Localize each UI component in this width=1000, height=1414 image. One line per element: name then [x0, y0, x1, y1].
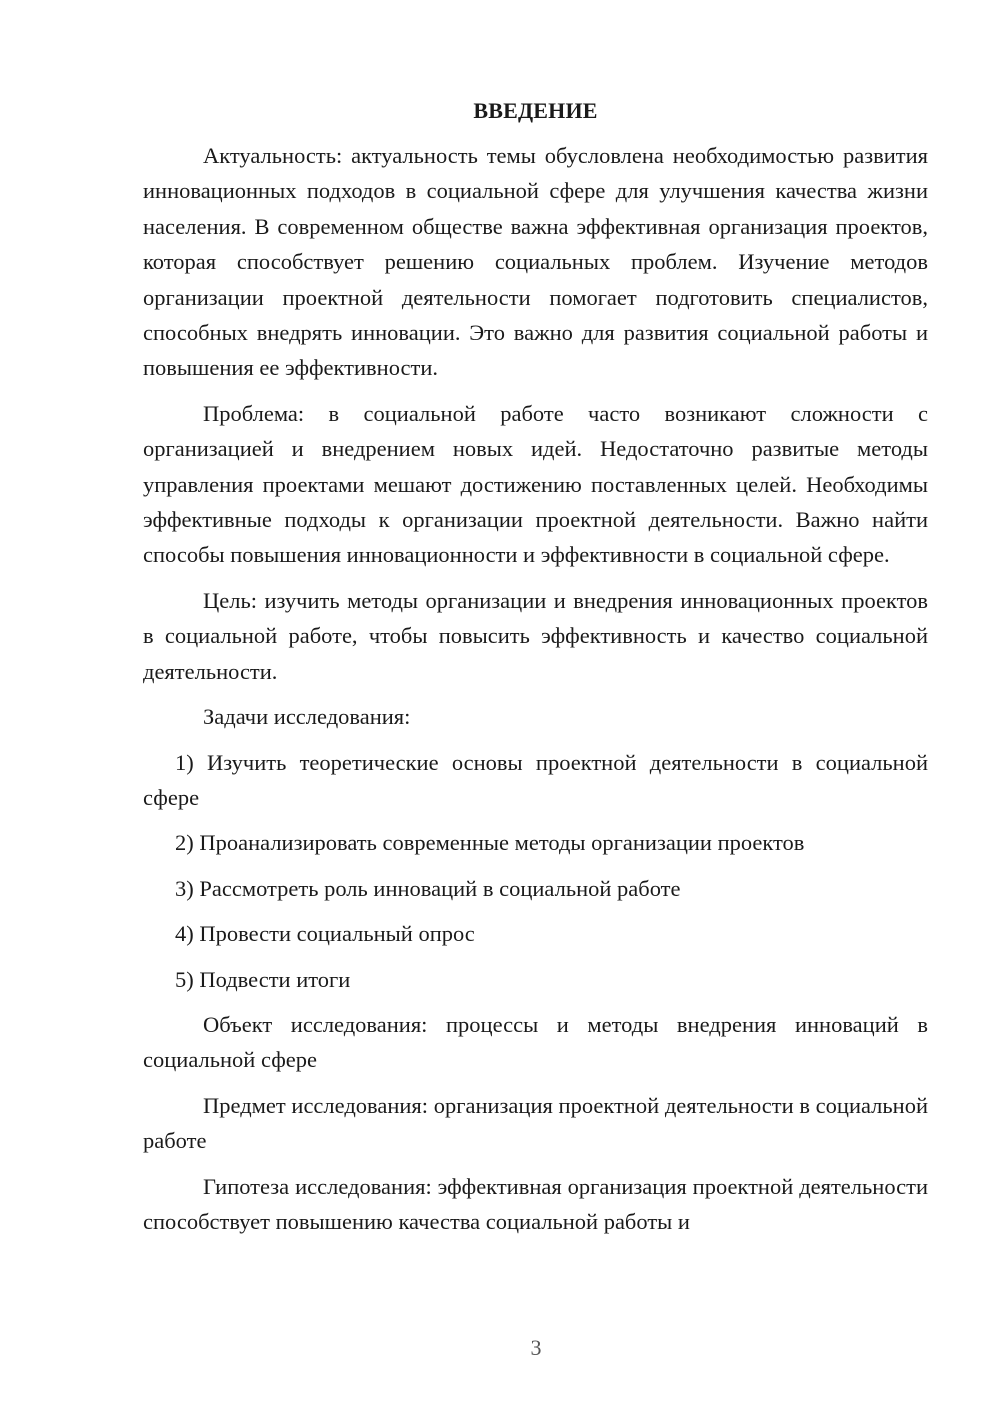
list-item: 5) Подвести итоги [175, 966, 351, 992]
tasks-heading: Задачи исследования: [203, 704, 411, 730]
list-item: 3) Рассмотреть роль инноваций в социальной работе [175, 875, 681, 901]
page-content [143, 94, 928, 1239]
section-title: ВВЕДЕНИЕ [473, 98, 598, 123]
hypothesis-paragraph: Гипотеза исследования: эффективная организация проектной деятельности способствует повышению качества социальной работы и [143, 1173, 928, 1234]
page-number: 3 [530, 1335, 542, 1360]
object-paragraph: Объект исследования: процессы и методы внедрения инноваций в социальной сфере [143, 1011, 928, 1073]
subject-paragraph: Предмет исследования: организация проектной деятельности в социальной работе [143, 1092, 928, 1154]
relevance-paragraph: Актуальность: актуальность темы обусловлена необходимостью развития инновационных подходов в социальной сфере для улучшения качества жизни населения. В современном обществе важна эффективная организация проектов, которая способствует решению социальных проблем. Изучение методов организации проектной деятельности помогает подготовить специалистов, способных внедрять инновации. Это важно для развития социальной работы и повышения ее эффективности. [143, 143, 928, 381]
list-item: 4) Провести социальный опрос [175, 921, 475, 947]
list-item: 2) Проанализировать современные методы организации проектов [175, 830, 805, 856]
problem-paragraph: Проблема: в социальной работе часто возникают сложности с организацией и внедрением новых идей. Недостаточно развитые методы управления проектами мешают достижению поставленных целей. Необходимы эффективные подходы к организации проектной деятельности. Важно найти способы повышения инновационности и эффективности в социальной сфере. [143, 400, 928, 568]
list-item: 1) Изучить теоретические основы проектной деятельности в социальной сфере [143, 749, 928, 810]
goal-paragraph: Цель: изучить методы организации и внедрения инновационных проектов в социальной работе, чтобы повысить эффективность и качество социальной деятельности. [143, 587, 928, 684]
tasks-list [143, 745, 928, 997]
